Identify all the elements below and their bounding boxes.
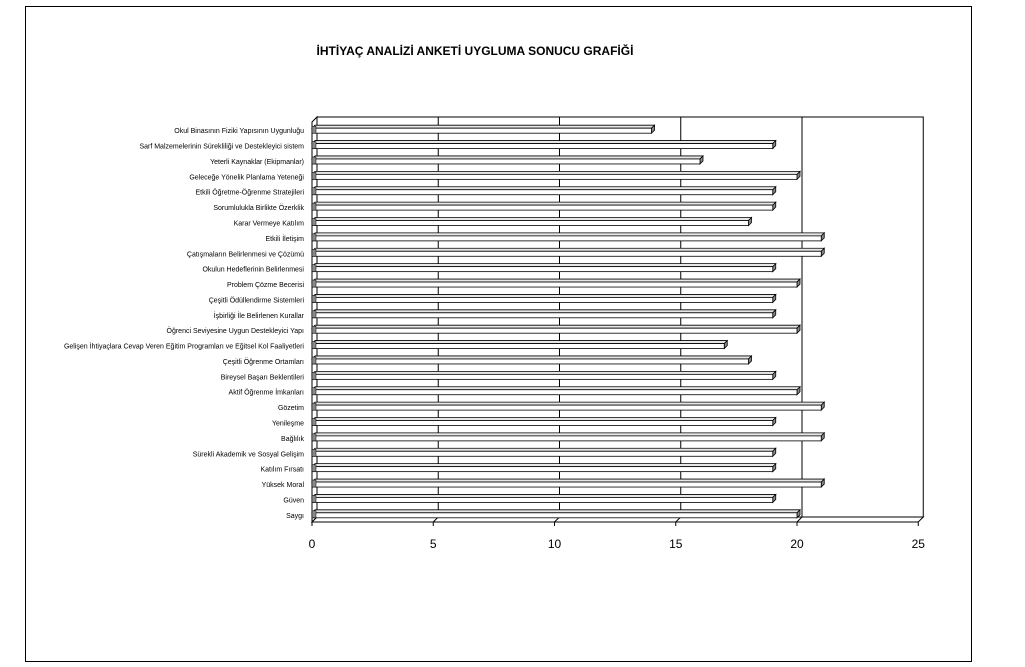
bar	[312, 433, 824, 441]
bar	[312, 125, 655, 133]
x-tick-label: 15	[669, 537, 683, 551]
bar-face	[312, 282, 797, 287]
bar-face	[312, 359, 749, 364]
bar-top	[312, 448, 776, 451]
bar-face	[312, 190, 773, 195]
category-label: Bağlılık	[281, 435, 304, 443]
bar-top	[312, 325, 800, 328]
category-label: Geleceğe Yönelik Planlama Yeteneği	[189, 174, 304, 182]
category-label: Çatışmaların Belirlenmesi ve Çözümü	[186, 251, 304, 259]
bar-face	[312, 344, 724, 349]
bar	[312, 510, 800, 518]
bar-face	[312, 374, 773, 379]
x-tick-label: 10	[547, 537, 562, 551]
bar-face	[312, 297, 773, 302]
bar-face	[312, 174, 797, 179]
bar-face	[312, 267, 773, 272]
bar-base	[312, 434, 316, 441]
bar	[312, 448, 776, 456]
bar-top	[312, 479, 824, 482]
bar	[312, 218, 752, 226]
bar	[312, 479, 824, 487]
bar-base	[312, 449, 316, 456]
bar-base	[312, 188, 316, 195]
bar	[312, 402, 824, 410]
bar-base	[312, 511, 316, 518]
bar-top	[312, 125, 655, 128]
bar-top	[312, 402, 824, 405]
bar-top	[312, 233, 824, 236]
bar-face	[312, 144, 773, 149]
category-label: Katılım Fırsatı	[260, 466, 304, 474]
category-label: Okul Binasının Fiziki Yapısının Uygunluğu	[174, 128, 304, 136]
bar-top	[312, 264, 776, 267]
bar-base	[312, 219, 316, 226]
bar-top	[312, 341, 727, 344]
bar-face	[312, 436, 821, 441]
bar-top	[312, 294, 776, 297]
x-tick-label: 20	[790, 537, 804, 551]
category-label: Etkili İletişim	[265, 235, 304, 243]
bar-base	[312, 234, 316, 241]
bar-face	[312, 390, 797, 395]
bar	[312, 494, 776, 502]
bar-base	[312, 342, 316, 349]
bar-face	[312, 497, 773, 502]
bar-base	[312, 480, 316, 487]
x-tick-label: 0	[308, 537, 316, 551]
category-label: Yeterli Kaynaklar (Ekipmanlar)	[210, 158, 304, 166]
bar	[312, 310, 776, 318]
bar	[312, 141, 776, 149]
tick-labels	[309, 537, 926, 551]
bar-base	[312, 249, 316, 256]
bar-base	[312, 157, 316, 164]
bar-top	[312, 371, 776, 374]
category-label: İşbirliği İle Belirlenen Kurallar	[213, 312, 304, 320]
bar-face	[312, 467, 773, 472]
bar	[312, 387, 800, 395]
category-label: Bireysel Başarı Beklentileri	[220, 374, 304, 382]
bar-face	[312, 482, 821, 487]
bar-face	[312, 236, 821, 241]
bar-base	[312, 372, 316, 379]
category-label: Güven	[283, 497, 304, 505]
bar-top	[312, 202, 776, 205]
bar-face	[312, 405, 821, 410]
bar	[312, 371, 776, 379]
bar-top	[312, 218, 752, 221]
bar-top	[312, 171, 800, 174]
category-label: Gelişen İhtiyaçlara Cevap Veren Eğitim Programları ve Eğitsel Kol Faaliyetleri	[63, 343, 304, 351]
category-label: Gözetim	[277, 405, 304, 413]
category-labels	[64, 128, 305, 520]
bar	[312, 187, 776, 195]
bar-top	[312, 433, 824, 436]
bar-base	[312, 295, 316, 302]
bar-top	[312, 510, 800, 513]
x-tick-label: 5	[429, 537, 437, 551]
bar-top	[312, 464, 776, 467]
bar-top	[312, 141, 776, 144]
bar	[312, 356, 752, 364]
bar-face	[312, 451, 773, 456]
category-label: Çeşitli Ödüllendirme Sistemleri	[208, 297, 304, 305]
bar	[312, 325, 800, 333]
bar-face	[312, 313, 773, 318]
category-label: Aktif Öğrenme İmkanları	[228, 389, 304, 397]
bar	[312, 279, 800, 287]
bar	[312, 294, 776, 302]
category-label: Yenileşme	[271, 420, 304, 428]
chart-title: İHTİYAÇ ANALİZİ ANKETİ UYGLUMA SONUCU GRAFİĞİ	[316, 44, 634, 58]
bar-top	[312, 310, 776, 313]
bar-top	[312, 187, 776, 190]
bar-base	[312, 403, 316, 410]
category-label: Çeşitli Öğrenme Ortamları	[222, 358, 304, 366]
bar-top	[312, 356, 752, 359]
bar-base	[312, 265, 316, 272]
bar-face	[312, 205, 773, 210]
bar-top	[312, 279, 800, 282]
bar-base	[312, 126, 316, 133]
bar-face	[312, 221, 749, 226]
bar-base	[312, 465, 316, 472]
bar	[312, 264, 776, 272]
bar-face	[312, 128, 652, 133]
bar-top	[312, 248, 824, 251]
x-tick-label: 25	[911, 537, 925, 551]
bar-face	[312, 251, 821, 256]
bar	[312, 233, 824, 241]
bar-base	[312, 172, 316, 179]
bar-face	[312, 513, 797, 518]
category-label: Öğrenci Seviyesine Uygun Destekleyici Yapı	[166, 328, 304, 336]
bar-base	[312, 326, 316, 333]
bar-base	[312, 280, 316, 287]
bar	[312, 418, 776, 426]
category-label: Yüksek Moral	[261, 482, 304, 490]
category-label: Saygı	[286, 512, 304, 520]
bar-base	[312, 419, 316, 426]
bar-top	[312, 494, 776, 497]
bar	[312, 341, 727, 349]
bar-face	[312, 421, 773, 426]
category-label: Okulun Hedeflerinin Belirlenmesi	[202, 266, 304, 274]
category-label: Karar Vermeye Katılım	[233, 220, 304, 228]
bar-top	[312, 418, 776, 421]
category-label: Sürekli Akademik ve Sosyal Gelişim	[192, 451, 304, 459]
bar-top	[312, 156, 703, 159]
bar-base	[312, 357, 316, 364]
bar	[312, 156, 703, 164]
category-label: Sorumlulukla Birlikte Özerklik	[213, 205, 304, 213]
bar-face	[312, 159, 700, 164]
bar	[312, 171, 800, 179]
bar-face	[312, 328, 797, 333]
bar	[312, 464, 776, 472]
category-label: Sarf Malzemelerinin Sürekliliği ve Destekleyici sistem	[139, 143, 304, 151]
bar-base	[312, 142, 316, 149]
bar-base	[312, 203, 316, 210]
bar-base	[312, 388, 316, 395]
bar	[312, 202, 776, 210]
category-label: Etkili Öğretme-Öğrenme Stratejileri	[195, 189, 304, 197]
bar-base	[312, 495, 316, 502]
bar-top	[312, 387, 800, 390]
bar-base	[312, 311, 316, 318]
bar	[312, 248, 824, 256]
category-label: Problem Çözme Becerisi	[226, 282, 304, 290]
